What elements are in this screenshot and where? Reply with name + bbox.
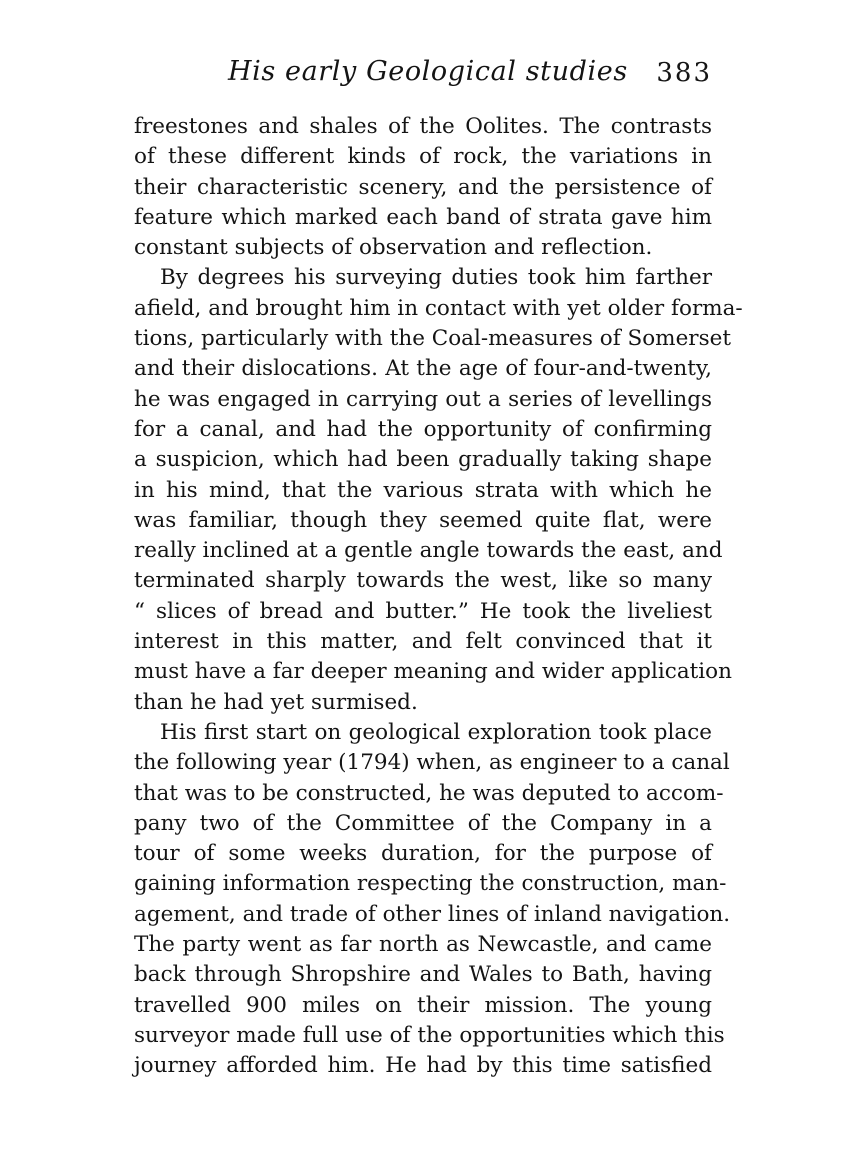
text-line: The party went as far north as Newcastle, and came <box>134 932 712 958</box>
text-line: of these different kinds of rock, the variations in <box>134 144 712 170</box>
text-line: he was engaged in carrying out a series of levellings <box>134 386 712 412</box>
text-line: feature which marked each band of strata gave him <box>134 204 712 230</box>
paragraph-start-line: His first start on geological exploration took place <box>160 719 712 745</box>
text-line: journey afforded him. He had by this time satisfied <box>134 1053 712 1079</box>
text-line: and their dislocations. At the age of four-and-twenty, <box>134 356 712 382</box>
running-head <box>134 56 712 96</box>
text-line: back through Shropshire and Wales to Bath, having <box>134 962 712 988</box>
text-line: the following year (1794) when, as engineer to a canal <box>134 750 730 776</box>
text-line: tour of some weeks duration, for the purpose of <box>134 841 712 867</box>
text-line: for a canal, and had the opportunity of confirming <box>134 416 712 442</box>
text-line: in his mind, that the various strata with which he <box>134 477 712 503</box>
text-line: gaining information respecting the construction, man- <box>134 871 727 897</box>
text-line: a suspicion, which had been gradually taking shape <box>134 447 712 473</box>
text-line: tions, particularly with the Coal-measures of Somerset <box>134 326 731 352</box>
running-head-title: His early Geological studies <box>228 56 628 87</box>
text-line: freestones and shales of the Oolites. The contrasts <box>134 114 712 139</box>
page-number: 383 <box>656 58 712 88</box>
text-line: agement, and trade of other lines of inland navigation. <box>134 901 731 927</box>
text-line: was familiar, though they seemed quite flat, were <box>134 507 712 533</box>
paragraph-end-line: than he had yet surmised. <box>134 689 418 715</box>
paragraph-end-line: constant subjects of observation and reflection. <box>134 235 653 261</box>
text-line: must have a far deeper meaning and wider application <box>134 659 732 685</box>
text-line: really inclined at a gentle angle towards the east, and <box>134 538 723 564</box>
text-line: “ slices of bread and butter.” He took the liveliest <box>134 598 712 624</box>
text-line: that was to be constructed, he was deputed to accom- <box>134 780 724 806</box>
text-line: surveyor made full use of the opportunities which this <box>134 1022 725 1048</box>
text-line: their characteristic scenery, and the persistence of <box>134 174 712 200</box>
text-line: interest in this matter, and felt convinced that it <box>134 629 712 655</box>
body-text <box>134 112 743 1082</box>
paragraph-start-line: By degrees his surveying duties took him farther <box>160 265 712 291</box>
text-line: travelled 900 miles on their mission. The young <box>134 992 712 1018</box>
text-line: afield, and brought him in contact with yet older forma- <box>134 295 743 321</box>
text-line: terminated sharply towards the west, like so many <box>134 568 712 594</box>
text-line: pany two of the Committee of the Company in a <box>134 810 712 836</box>
